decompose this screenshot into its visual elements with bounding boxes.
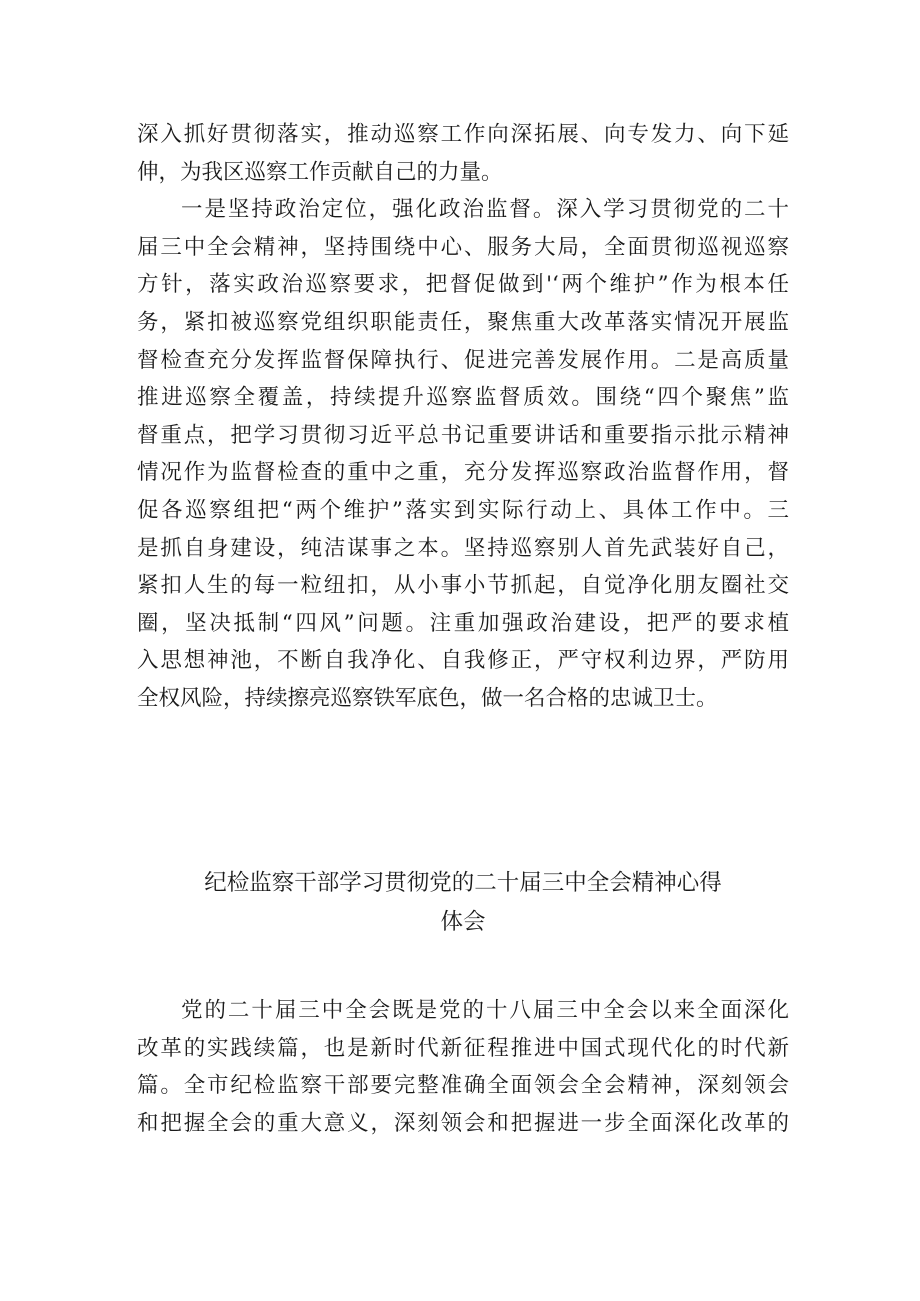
paragraph-2-line-11: 紧扣人生的每一粒纽扣，从小事小节抓起，自觉净化朋友圈社交 xyxy=(137,573,789,599)
paragraph-2-line-8: 情况作为监督检查的重中之重，充分发挥巡察政治监督作用，督 xyxy=(137,460,789,486)
paragraph-2-line-4: 务，紧扣被巡察党组织职能责任，聚焦重大改革落实情况开展监 xyxy=(137,309,789,335)
paragraph-2-line-9: 促各巡察组把“两个维护”落实到实际行动上、具体工作中。三 xyxy=(137,497,789,523)
paragraph-2-line-3: 方针，落实政治巡察要求，把督促做到'‘两个维护”作为根本任 xyxy=(137,272,789,298)
paragraph-3-line-1: 党的二十届三中全会既是党的十八届三中全会以来全面深化 xyxy=(181,998,789,1023)
paragraph-2-line-7: 督重点，把学习贯彻习近平总书记重要讲话和重要指示批示精神 xyxy=(137,422,789,448)
paragraph-3-line-2: 改革的实践续篇，也是新时代新征程推进中国式现代化的时代新 xyxy=(137,1035,789,1061)
paragraph-2-line-12: 圈，坚决抵制“四风”问题。注重加强政治建设，把严的要求植 xyxy=(137,610,789,636)
paragraph-2-line-10: 是抓自身建设，纯洁谋事之本。坚持巡察别人首先武装好自己， xyxy=(137,535,789,561)
paragraph-2-line-6: 推进巡察全覆盖，持续提升巡察监督质效。围绕“四个聚焦”监 xyxy=(137,385,789,411)
heading-line-1: 纪检监察干部学习贯彻党的二十届三中全会精神心得 xyxy=(204,870,722,896)
paragraph-2-line-13: 入思想神池，不断自我净化、自我修正，严守权利边界，严防用 xyxy=(137,648,789,674)
paragraph-2-line-1: 一是坚持政治定位，强化政治监督。深入学习贯彻党的二十 xyxy=(181,197,789,223)
top-text-block xyxy=(137,116,789,718)
paragraph-3-line-3: 篇。全市纪检监察干部要完整准确全面领会全会精神，深刻领会 xyxy=(137,1073,789,1099)
paragraph-2-line-2: 届三中全会精神，坚持围绕中心、服务大局，全面贯彻巡视巡察 xyxy=(137,234,789,260)
heading-line-2: 体会 xyxy=(440,909,486,935)
paragraph-3-line-4: 和把握全会的重大意义，深刻领会和把握进一步全面深化改革的 xyxy=(137,1110,789,1136)
paragraph-2-line-5: 督检查充分发挥监督保障执行、促进完善发展作用。二是高质量 xyxy=(137,347,789,373)
paragraph-1-line-1: 深入抓好贯彻落实，推动巡察工作向深拓展、向专发力、向下延 xyxy=(137,122,789,147)
paragraph-1-line-2: 伸，为我区巡察工作贡献自己的力量。 xyxy=(137,159,503,185)
paragraph-2-line-14: 全权风险，持续擦亮巡察铁军底色，做一名合格的忠诚卫士。 xyxy=(137,685,718,711)
bottom-text-block xyxy=(137,992,789,1142)
section-heading xyxy=(137,864,789,942)
